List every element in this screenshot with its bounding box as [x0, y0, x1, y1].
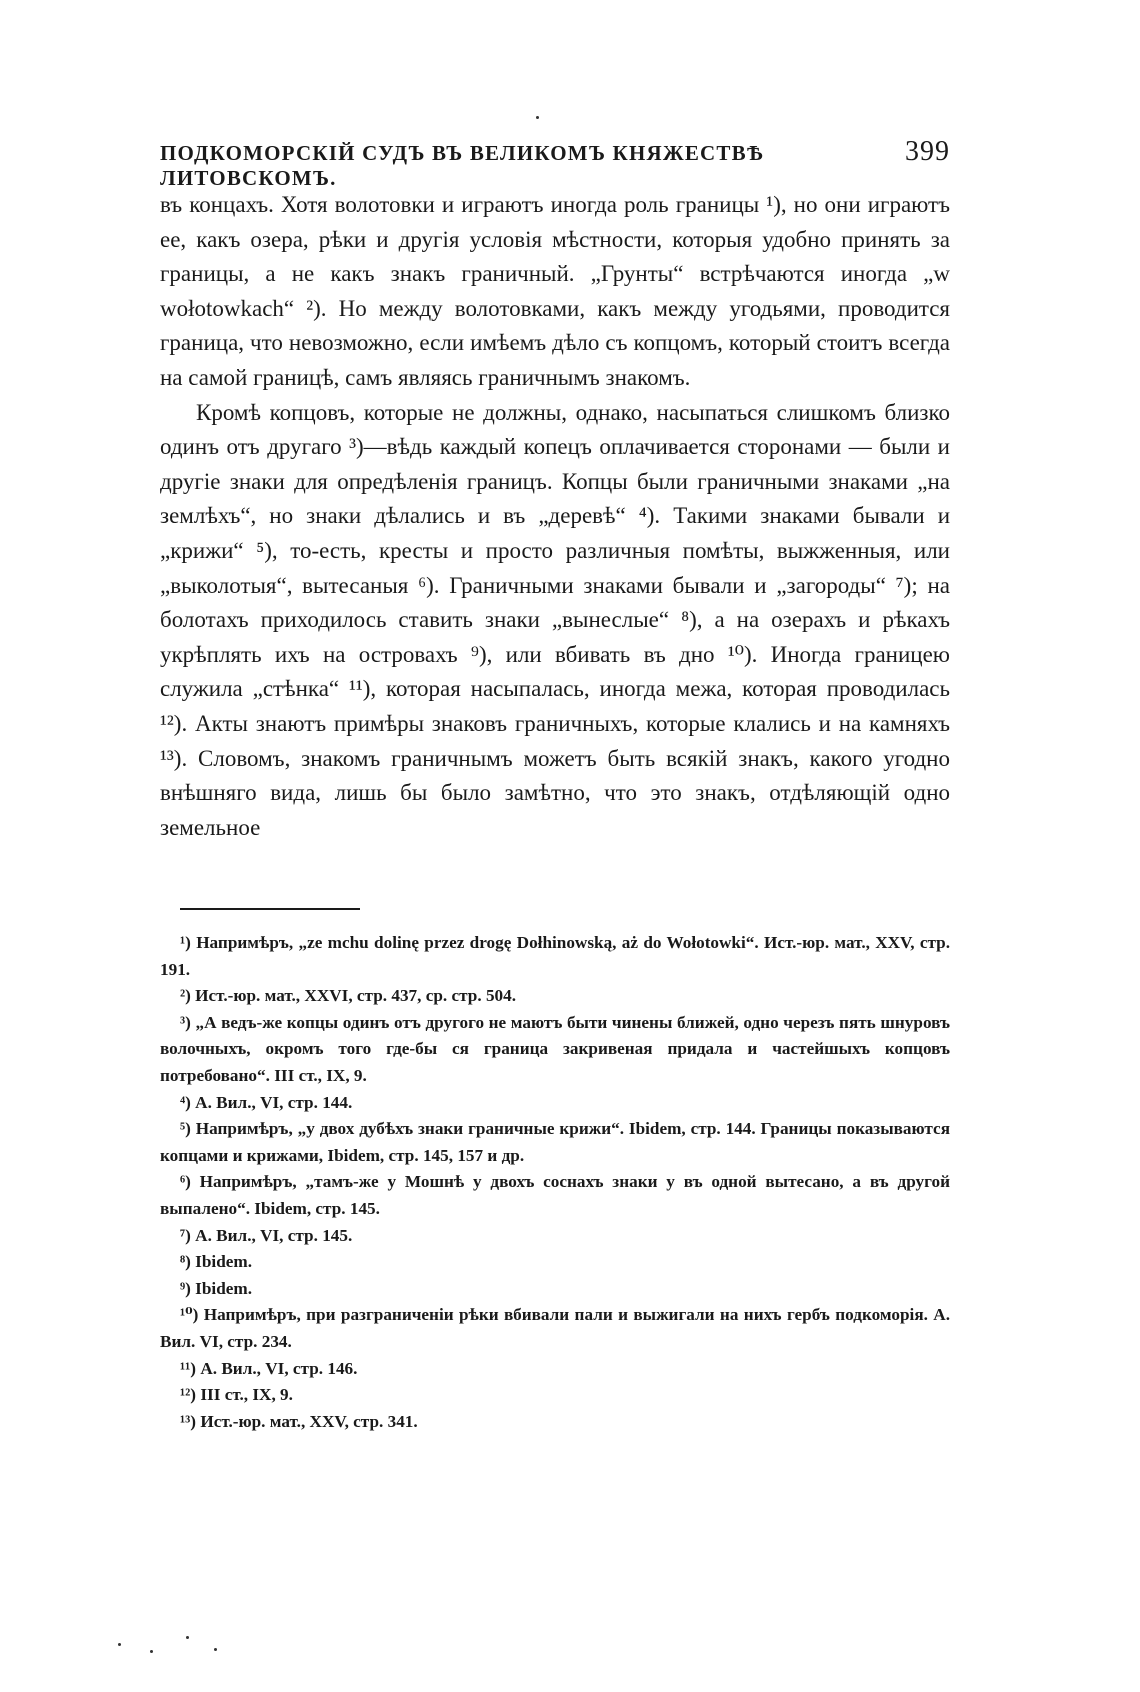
running-header: [160, 136, 950, 190]
footnote-10: ¹⁰) Напримѣръ, при разграниченіи рѣки вбивали пали и выжигали на нихъ гербъ подкоморія. А. Вил. VI, стр. 234.: [160, 1305, 950, 1351]
footnote-11: ¹¹) А. Вил., VI, стр. 146.: [180, 1358, 358, 1378]
footnote-7: ⁷) А. Вил., VI, стр. 145.: [180, 1225, 353, 1245]
running-title: ПОДКОМОРСКІЙ СУДЪ ВЪ ВЕЛИКОМЪ КНЯЖЕСТВѢ ЛИТОВСКОМЪ.: [160, 141, 765, 190]
footnote-9: ⁹) Ibidem.: [180, 1278, 252, 1298]
scan-speck: [150, 1650, 153, 1653]
footnote-1: ¹) Напримѣръ, „ze mchu dolinę przez drogę Dołhinowską, aż do Wołotowki“. Ист.-юр. мат., XXV, стр. 191.: [160, 933, 950, 979]
scan-speck: [536, 116, 539, 119]
scan-speck: [118, 1643, 121, 1646]
footnote-2: ²) Ист.-юр. мат., XXVI, стр. 437, ср. стр. 504.: [180, 986, 517, 1006]
paragraph-2: Кромѣ копцовъ, которые не должны, однако, насыпаться слишкомъ близко одинъ отъ другаго ³)—вѣдь каждый копецъ оплачивается сторонами — были и другіе знаки для опредѣленія границъ. Копцы были граничными знаками „на землѣхъ“, но знаки дѣлались и въ „деревѣ“ ⁴). Такими знаками бывали и „крижи“ ⁵), то-есть, кресты и просто различныя помѣты, выжженныя, или „выколотыя“, вытесаныя ⁶). Граничными знаками бывали и „загороды“ ⁷); на болотахъ приходилось ставить знаки „вынеслые“ ⁸), а на озерахъ и рѣкахъ укрѣплять ихъ на островахъ ⁹), или вбивать въ дно ¹⁰). Иногда границею служила „стѣнка“ ¹¹), которая насыпалась, иногда межа, которая проводилась ¹²). Акты знаютъ примѣры знаковъ граничныхъ, которые клались и на камняхъ ¹³). Словомъ, знакомъ граничнымъ можетъ быть всякій знакъ, какого угодно внѣшняго вида, лишь бы было замѣтно, что это знакъ, отдѣляющій одно земельное: [160, 399, 950, 840]
page-number: 399: [905, 136, 950, 167]
footnote-5: ⁵) Напримѣръ, „у двох дубѣхъ знаки граничные крижи“. Ibidem, стр. 144. Границы показываются копцами и крижами, Ibidem, стр. 145, 157 и др.: [160, 1119, 950, 1165]
footnote-8: ⁸) Ibidem.: [180, 1252, 252, 1272]
scan-speck: [186, 1636, 189, 1639]
scan-speck: [214, 1648, 217, 1651]
footnote-4: ⁴) А. Вил., VI, стр. 144.: [180, 1092, 353, 1112]
footnote-6: ⁶) Напримѣръ, „тамъ-же у Мошнѣ у двохъ соснахъ знаки у въ одной вытесано, а въ другой выпалено“. Ibidem, стр. 145.: [160, 1172, 950, 1218]
footnote-12: ¹²) III ст., IX, 9.: [180, 1385, 293, 1405]
footnote-3: ³) „А ведъ-же копцы одинъ отъ другого не маютъ быти чинены ближей, одно черезъ пять шнуровъ волочныхъ, окромъ того где-бы ся граница закривеная придала и частейшыхъ копцовъ потребовано“. III ст., IX, 9.: [160, 1012, 950, 1085]
footnotes: [160, 930, 950, 1435]
footnote-13: ¹³) Ист.-юр. мат., XXV, стр. 341.: [180, 1411, 418, 1431]
footnote-separator: [180, 908, 360, 910]
main-text: [160, 188, 950, 845]
paragraph-1: въ концахъ. Хотя волотовки и играютъ иногда роль границы ¹), но они играютъ ее, какъ озера, рѣки и другія условія мѣстности, которыя удобно принять за границы, а не какъ знакъ граничный. „Грунты“ встрѣчаются иногда „w wołotowkach“ ²). Но между волотовками, какъ между угодьями, проводится граница, что невозможно, если имѣемъ дѣло съ копцомъ, который стоитъ всегда на самой границѣ, самъ являясь граничнымъ знакомъ.: [160, 192, 950, 390]
